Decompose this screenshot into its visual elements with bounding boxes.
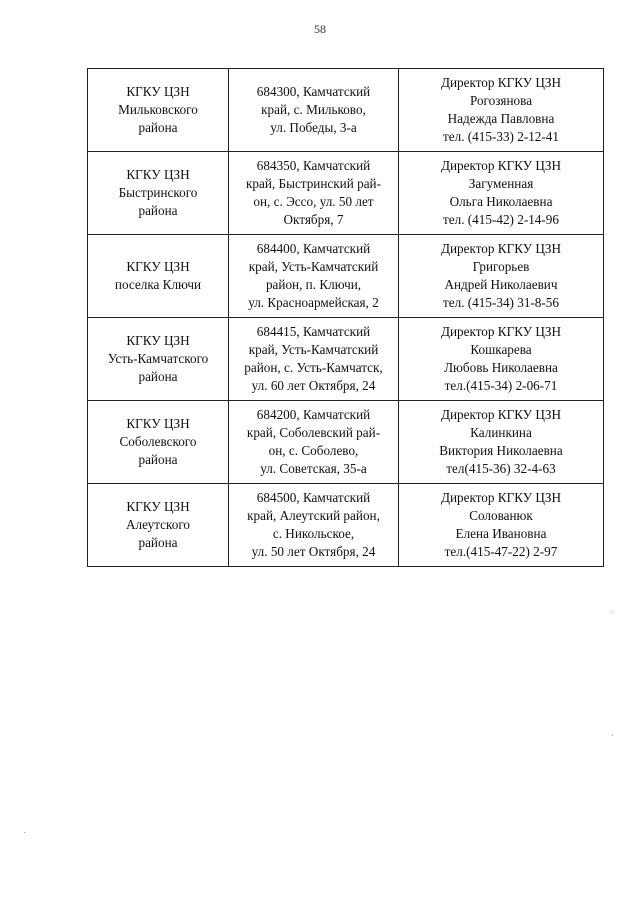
director-line: Любовь Николаевна (444, 360, 558, 375)
organization-line: района (138, 452, 178, 467)
organization-cell (88, 69, 229, 152)
address-line: 684400, Камчатский (256, 241, 371, 256)
address-line: Октября, 7 (283, 212, 344, 227)
organization-line: КГКУ ЦЗН (126, 84, 190, 99)
director-cell (399, 69, 604, 152)
address-line: он, с. Соболево, (268, 443, 359, 458)
director-line: тел. (415-33) 2-12-41 (443, 129, 559, 144)
address-line: край, Быстринский рай- (246, 176, 381, 191)
director-cell (399, 235, 604, 318)
scan-speck (612, 735, 613, 736)
director-line: тел. (415-42) 2-14-96 (443, 212, 559, 227)
organization-line: района (138, 369, 178, 384)
director-line: тел.(415-47-22) 2-97 (444, 544, 558, 559)
table-row (88, 69, 604, 152)
address-line: край, Усть-Камчатский (248, 342, 379, 357)
organization-cell (88, 152, 229, 235)
director-line: Директор КГКУ ЦЗН (440, 324, 562, 339)
director-line: тел.(415-34) 2-06-71 (444, 378, 558, 393)
director-line: Виктория Николаевна (439, 443, 563, 458)
director-cell (399, 152, 604, 235)
director-cell (399, 401, 604, 484)
address-cell (229, 318, 399, 401)
director-line: Ольга Николаевна (449, 194, 553, 209)
director-line: Григорьев (472, 259, 530, 274)
director-line: тел. (415-34) 31-8-56 (443, 295, 559, 310)
director-line: тел(415-36) 32-4-63 (446, 461, 556, 476)
page-number: 58 (314, 22, 326, 36)
scan-speck (24, 832, 25, 833)
director-line: Солованюк (469, 508, 533, 523)
address-cell (229, 484, 399, 567)
scan-speck (612, 612, 613, 613)
table-row (88, 235, 604, 318)
address-line: край, с. Мильково, (261, 102, 366, 117)
organization-line: района (138, 535, 178, 550)
employment-centers-table (87, 68, 604, 567)
organization-line: КГКУ ЦЗН (126, 259, 190, 274)
director-cell (399, 484, 604, 567)
director-line: Директор КГКУ ЦЗН (440, 158, 562, 173)
address-line: 684300, Камчатский (256, 84, 371, 99)
address-line: 684350, Камчатский (256, 158, 371, 173)
director-line: Директор КГКУ ЦЗН (440, 407, 562, 422)
organization-line: КГКУ ЦЗН (126, 167, 190, 182)
organization-cell (88, 318, 229, 401)
organization-cell (88, 484, 229, 567)
address-cell (229, 69, 399, 152)
table-row (88, 152, 604, 235)
organization-cell (88, 235, 229, 318)
address-line: край, Соболевский рай- (246, 425, 381, 440)
director-line: Андрей Николаевич (444, 277, 558, 292)
table-row (88, 401, 604, 484)
director-line: Надежда Павловна (447, 111, 555, 126)
organization-line: Соболевского (119, 434, 197, 449)
director-line: Елена Ивановна (455, 526, 547, 541)
director-line: Директор КГКУ ЦЗН (440, 75, 562, 90)
address-line: край, Алеутский район, (247, 508, 380, 523)
organization-line: района (138, 120, 178, 135)
director-line: Директор КГКУ ЦЗН (440, 241, 562, 256)
address-line: он, с. Эссо, ул. 50 лет (253, 194, 374, 209)
director-cell (399, 318, 604, 401)
address-line: ул. Победы, 3-а (270, 120, 357, 135)
organization-line: Алеутского (125, 517, 190, 532)
director-line: Директор КГКУ ЦЗН (440, 490, 562, 505)
director-line: Кошкарева (470, 342, 532, 357)
address-line: 684200, Камчатский (256, 407, 371, 422)
address-line: район, с. Усть-Камчатск, (244, 360, 383, 375)
address-line: край, Усть-Камчатский (248, 259, 379, 274)
organization-cell (88, 401, 229, 484)
address-line: ул. Красноармейская, 2 (248, 295, 379, 310)
organization-line: Быстринского (118, 185, 198, 200)
organization-line: КГКУ ЦЗН (126, 416, 190, 431)
director-line: Загуменная (468, 176, 534, 191)
address-cell (229, 235, 399, 318)
address-line: с. Никольское, (272, 526, 355, 541)
organization-line: КГКУ ЦЗН (126, 333, 190, 348)
address-line: район, п. Ключи, (265, 277, 362, 292)
organization-line: КГКУ ЦЗН (126, 499, 190, 514)
address-line: ул. Советская, 35-а (260, 461, 367, 476)
director-line: Калинкина (470, 425, 532, 440)
table-row (88, 484, 604, 567)
director-line: Рогозянова (469, 93, 533, 108)
address-cell (229, 152, 399, 235)
organization-line: Усть-Камчатского (107, 351, 209, 366)
address-line: ул. 60 лет Октября, 24 (251, 378, 376, 393)
organization-line: Мильковского (118, 102, 198, 117)
organization-line: поселка Ключи (114, 277, 202, 292)
address-line: 684415, Камчатский (256, 324, 371, 339)
organization-line: района (138, 203, 178, 218)
table-body (88, 69, 604, 567)
table-row (88, 318, 604, 401)
address-line: 684500, Камчатский (256, 490, 371, 505)
address-line: ул. 50 лет Октября, 24 (251, 544, 376, 559)
address-cell (229, 401, 399, 484)
